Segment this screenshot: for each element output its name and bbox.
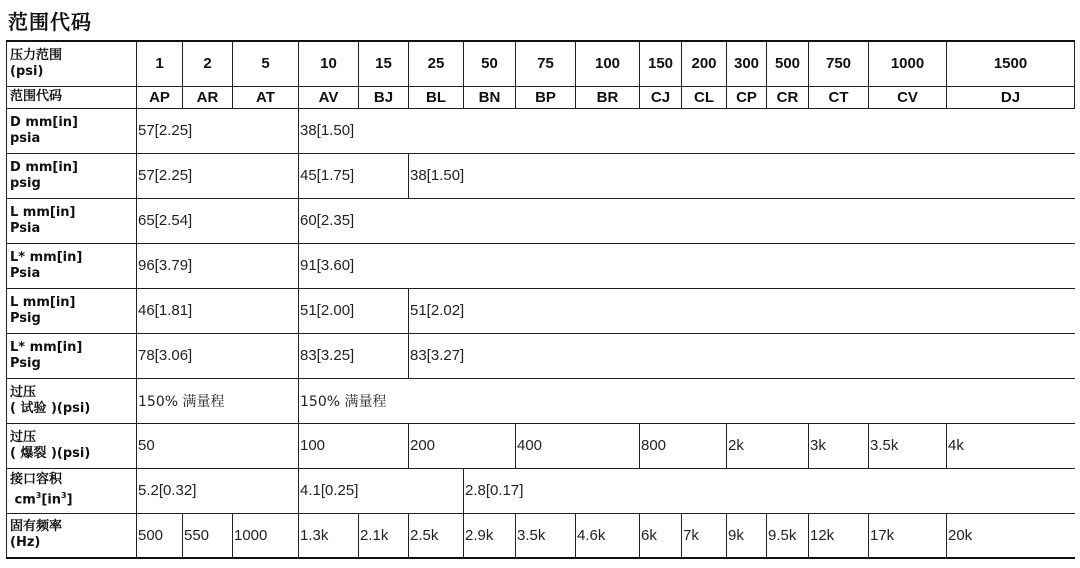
row-label: [7, 468, 137, 513]
table-row: [7, 153, 1075, 198]
value-cell: 83[3.25]: [299, 333, 409, 378]
row-label-line1: 过压: [10, 429, 37, 445]
pressure-cell: 300: [727, 41, 767, 86]
value-cell: 50: [137, 423, 299, 468]
row-label: [7, 243, 137, 288]
value-cell: 800: [640, 423, 727, 468]
value-cell: 60[2.35]: [299, 198, 1075, 243]
pressure-range-row: [7, 41, 1075, 86]
row-label-line1: L mm[in]: [10, 204, 76, 220]
code-cell: BP: [516, 86, 576, 108]
value-cell: 150% 满量程: [137, 378, 299, 423]
row-label: [7, 423, 137, 468]
value-cell: 2.5k: [409, 513, 464, 558]
table-row: [7, 333, 1075, 378]
code-cell: CR: [767, 86, 809, 108]
pressure-range-label: [7, 41, 137, 86]
row-label-line2: [10, 488, 134, 508]
pressure-cell: 5: [233, 41, 299, 86]
pressure-cell: 150: [640, 41, 682, 86]
value-cell: 3.5k: [869, 423, 947, 468]
code-cell: BL: [409, 86, 464, 108]
value-cell: 51[2.00]: [299, 288, 409, 333]
value-cell: 100: [299, 423, 409, 468]
row-label-line2: ( 试验 )(psi): [10, 400, 91, 416]
pressure-cell: 200: [682, 41, 727, 86]
value-cell: 9.5k: [767, 513, 809, 558]
code-cell: CT: [809, 86, 869, 108]
row-label: [7, 153, 137, 198]
row-label-line2: Psig: [10, 310, 41, 326]
pressure-cell: 25: [409, 41, 464, 86]
value-cell: 78[3.06]: [137, 333, 299, 378]
table-row: [7, 378, 1075, 423]
value-cell: 91[3.60]: [299, 243, 1075, 288]
value-cell: 96[3.79]: [137, 243, 299, 288]
value-cell: 45[1.75]: [299, 153, 409, 198]
value-cell: 51[2.02]: [409, 288, 1075, 333]
row-label-line2: psia: [10, 130, 41, 146]
value-cell: 4k: [947, 423, 1075, 468]
value-cell: 2.9k: [464, 513, 516, 558]
row-label: [7, 288, 137, 333]
value-cell: 550: [183, 513, 233, 558]
value-cell: 7k: [682, 513, 727, 558]
pressure-cell: 10: [299, 41, 359, 86]
code-cell: BR: [576, 86, 640, 108]
row-label: [7, 378, 137, 423]
table-row: [7, 288, 1075, 333]
code-cell: DJ: [947, 86, 1075, 108]
value-cell: 500: [137, 513, 183, 558]
code-cell: CL: [682, 86, 727, 108]
table-row: [7, 198, 1075, 243]
value-cell: 5.2[0.32]: [137, 468, 299, 513]
pressure-cell: 750: [809, 41, 869, 86]
range-code-label: 范围代码: [7, 86, 137, 108]
row-label-line2: Psig: [10, 355, 41, 371]
row-label-line1: D mm[in]: [10, 114, 79, 130]
table-row: [7, 243, 1075, 288]
pressure-cell: 500: [767, 41, 809, 86]
table-row: [7, 468, 1075, 513]
pressure-cell: 2: [183, 41, 233, 86]
code-cell: CP: [727, 86, 767, 108]
pressure-cell: 100: [576, 41, 640, 86]
row-label-line1: D mm[in]: [10, 159, 79, 175]
value-cell: 4.1[0.25]: [299, 468, 464, 513]
value-cell: 400: [516, 423, 640, 468]
unit-superscript: 3: [35, 491, 42, 501]
page-title: 范围代码: [8, 10, 92, 34]
value-cell: 1.3k: [299, 513, 359, 558]
value-cell: 20k: [947, 513, 1075, 558]
unit-in: [in: [41, 492, 62, 508]
value-cell: 200: [409, 423, 516, 468]
value-cell: 3.5k: [516, 513, 576, 558]
pressure-range-label-line2: (psi): [10, 63, 44, 79]
pressure-cell: 50: [464, 41, 516, 86]
value-cell: 1000: [233, 513, 299, 558]
pressure-cell: 15: [359, 41, 409, 86]
range-code-table: [6, 40, 1075, 559]
row-label-line1: 接口容积: [10, 472, 63, 488]
row-label-line1: L* mm[in]: [10, 249, 83, 265]
code-cell: AT: [233, 86, 299, 108]
code-cell: AP: [137, 86, 183, 108]
pressure-cell: 75: [516, 41, 576, 86]
range-code-row: [7, 86, 1075, 108]
code-cell: BN: [464, 86, 516, 108]
row-label-line2: (Hz): [10, 535, 41, 551]
pressure-range-label-line1: 压力范围: [10, 47, 63, 63]
row-label-line1: L mm[in]: [10, 294, 76, 310]
value-cell: 4.6k: [576, 513, 640, 558]
value-cell: 3k: [809, 423, 869, 468]
value-cell: 150% 满量程: [299, 378, 1075, 423]
value-cell: 2.8[0.17]: [464, 468, 1075, 513]
value-cell: 38[1.50]: [299, 108, 1075, 153]
code-cell: CV: [869, 86, 947, 108]
value-cell: 65[2.54]: [137, 198, 299, 243]
value-cell: 57[2.25]: [137, 153, 299, 198]
row-label-line2: Psia: [10, 220, 41, 236]
pressure-cell: 1: [137, 41, 183, 86]
code-cell: AV: [299, 86, 359, 108]
unit-cm: cm: [14, 492, 36, 508]
pressure-cell: 1500: [947, 41, 1075, 86]
row-label-line2: psig: [10, 175, 41, 191]
value-cell: 2k: [727, 423, 809, 468]
row-label-line2: ( 爆裂 )(psi): [10, 445, 91, 461]
value-cell: 46[1.81]: [137, 288, 299, 333]
table-row: [7, 513, 1075, 558]
value-cell: 2.1k: [359, 513, 409, 558]
row-label-line1: L* mm[in]: [10, 339, 83, 355]
unit-close: ]: [66, 492, 73, 508]
row-label-line1: 过压: [10, 384, 37, 400]
row-label: [7, 333, 137, 378]
row-label-line2: Psia: [10, 265, 41, 281]
value-cell: 9k: [727, 513, 767, 558]
row-label: [7, 108, 137, 153]
value-cell: 12k: [809, 513, 869, 558]
row-label: [7, 198, 137, 243]
value-cell: 83[3.27]: [409, 333, 1075, 378]
value-cell: 6k: [640, 513, 682, 558]
row-label: [7, 513, 137, 558]
code-cell: BJ: [359, 86, 409, 108]
value-cell: 38[1.50]: [409, 153, 1075, 198]
unit-superscript: 3: [61, 491, 67, 501]
value-cell: 57[2.25]: [137, 108, 299, 153]
pressure-cell: 1000: [869, 41, 947, 86]
code-cell: CJ: [640, 86, 682, 108]
code-cell: AR: [183, 86, 233, 108]
table-row: [7, 108, 1075, 153]
value-cell: 17k: [869, 513, 947, 558]
table-row: [7, 423, 1075, 468]
row-label-line1: 固有频率: [10, 519, 63, 535]
